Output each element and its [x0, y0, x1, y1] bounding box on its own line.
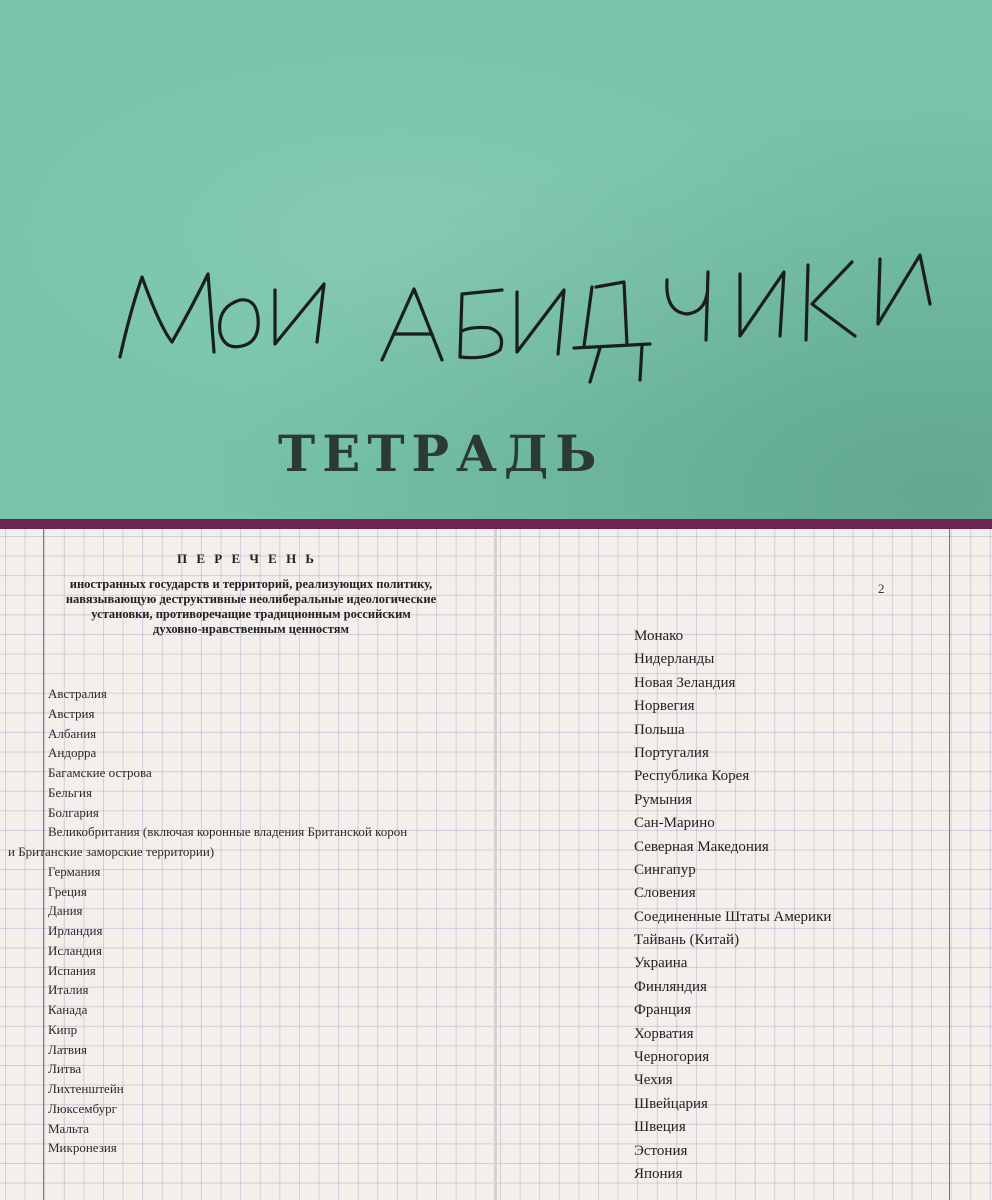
right-page — [497, 529, 992, 1200]
list-item: Андорра — [48, 745, 97, 761]
list-item: Литва — [48, 1061, 82, 1077]
list-item: Тайвань (Китай) — [634, 932, 740, 949]
list-item: Мальта — [48, 1120, 89, 1136]
list-item: Микронезия — [48, 1140, 117, 1156]
list-item: Франция — [634, 1002, 691, 1019]
list-item-continuation: и Британские заморские территории) — [8, 844, 215, 859]
list-item: Монако — [634, 628, 684, 644]
list-item: Словения — [634, 885, 696, 902]
list-item: Черногория — [634, 1049, 710, 1066]
list-item: Новая Зеландия — [634, 674, 736, 691]
list-item: Швейцария — [634, 1095, 708, 1112]
page-number: 2 — [878, 581, 885, 596]
list-item: Исландия — [48, 942, 102, 958]
list-item: Багамские острова — [48, 765, 152, 780]
subtitle-line: навязывающую деструктивные неолиберальные идеологические — [65, 592, 437, 606]
list-item: Польша — [634, 721, 685, 738]
list-item: Республика Корея — [634, 768, 750, 785]
subtitle-line: установки, противоречащие традиционным российским — [91, 607, 411, 621]
list-item: Швеция — [634, 1119, 686, 1136]
list-item: Япония — [634, 1165, 683, 1182]
list-item: Латвия — [48, 1041, 88, 1057]
document-subtitle — [28, 577, 474, 637]
list-item: Украина — [634, 955, 688, 972]
list-item: Албания — [48, 725, 97, 741]
list-item: Австралия — [48, 686, 107, 701]
divider-band — [0, 519, 992, 529]
document-title: П Е Р Е Ч Е Н Ь — [176, 551, 318, 566]
left-page — [0, 529, 494, 1200]
list-item — [8, 842, 407, 862]
list-item-line: Великобритания (включая коронные владения Британской корон — [48, 824, 408, 840]
list-item: Португалия — [634, 744, 709, 761]
list-item: Бельгия — [48, 784, 92, 800]
list-item: Канада — [48, 1002, 88, 1017]
notebook-cover — [0, 0, 992, 519]
list-item: Кипр — [48, 1021, 78, 1037]
list-item: Норвегия — [634, 698, 695, 715]
list-item: Италия — [48, 982, 89, 998]
list-item: Дания — [48, 903, 83, 919]
subtitle-line: иностранных государств и территорий, реализующих политику, — [69, 577, 433, 591]
list-item: Австрия — [48, 705, 95, 721]
list-item: Лихтенштейн — [48, 1081, 124, 1096]
list-item: Северная Македония — [634, 838, 769, 855]
list-item: Румыния — [634, 791, 693, 808]
list-item: Ирландия — [48, 923, 103, 938]
list-item: Люксембург — [48, 1100, 117, 1116]
notebook-label: ТЕТРАДЬ — [278, 424, 604, 483]
list-item: Эстония — [634, 1142, 688, 1159]
list-item: Греция — [48, 883, 87, 899]
list-item: Германия — [48, 863, 101, 879]
country-list-left — [8, 684, 408, 1158]
list-item: Финляндия — [634, 978, 707, 995]
list-item — [48, 822, 407, 842]
list-item: Соединенные Штаты Америки — [634, 908, 832, 925]
subtitle-line: духовно-нравственным ценностям — [153, 622, 349, 636]
list-item: Болгария — [48, 804, 99, 820]
country-list-right — [634, 625, 831, 1186]
list-item: Хорватия — [634, 1025, 694, 1042]
list-item: Чехия — [634, 1072, 673, 1089]
list-item: Сан-Марино — [634, 815, 715, 832]
list-item: Нидерланды — [634, 651, 715, 668]
list-item: Испания — [48, 962, 96, 978]
list-item: Сингапур — [634, 861, 696, 878]
margin-line — [949, 529, 950, 1200]
handwritten-title — [112, 232, 942, 392]
